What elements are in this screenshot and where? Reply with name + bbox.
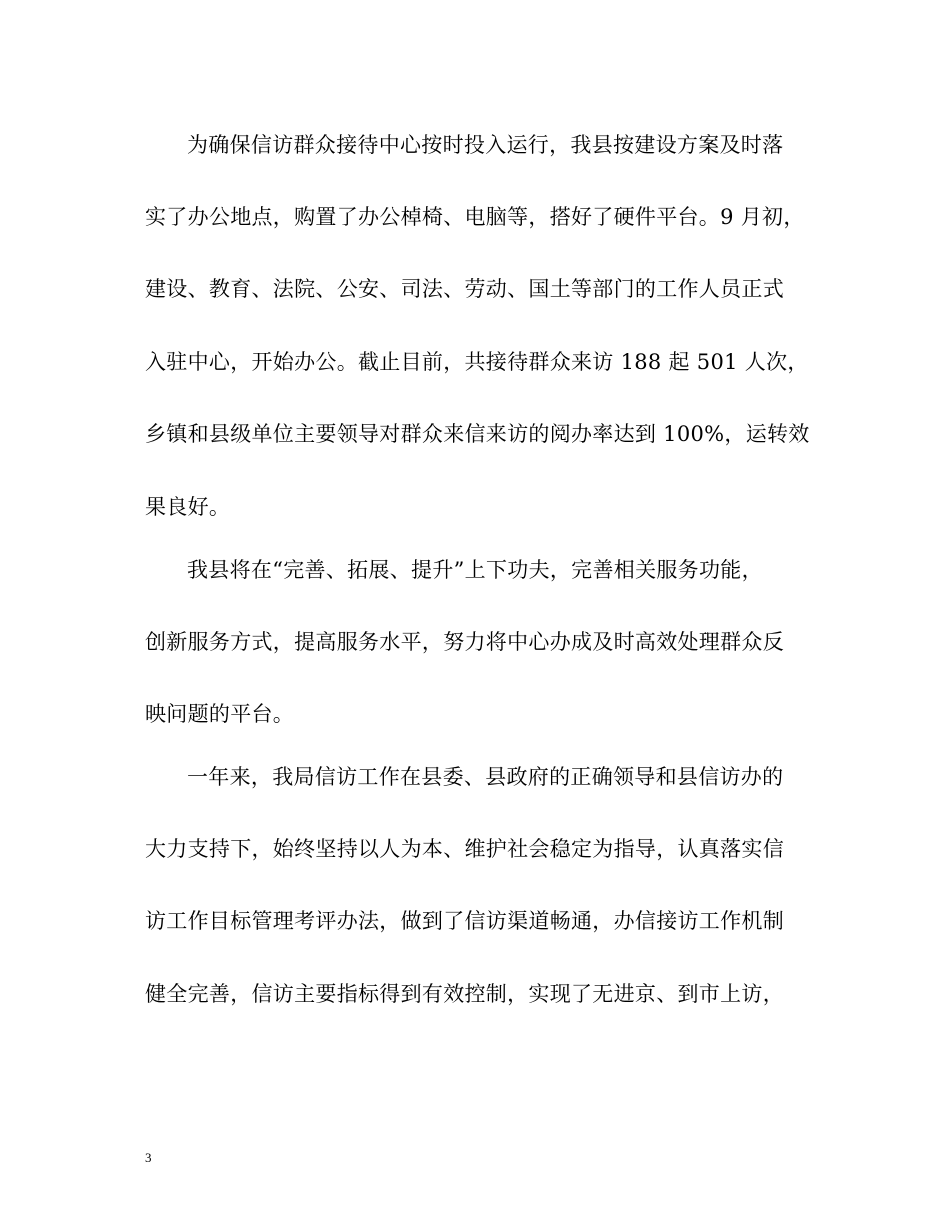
paragraph-1-line-6: 果良好。 — [145, 495, 231, 519]
paragraph-2-line-1: 我县将在“完善、拓展、提升”上下功夫，完善相关服务功能， — [187, 558, 763, 582]
paragraph-2-line-2: 创新服务方式，提高服务水平，努力将中心办成及时高效处理群众反 — [145, 630, 784, 654]
page-number: 3 — [145, 1150, 152, 1165]
paragraph-3-line-2: 大力支持下，始终坚持以人为本、维护社会稳定为指导，认真落实信 — [145, 837, 784, 861]
paragraph-1-line-3: 建设、教育、法院、公安、司法、劳动、国土等部门的工作人员正式 — [145, 277, 784, 301]
paragraph-1-line-4: 入驻中心，开始办公。截止目前，共接待群众来访 188 起 501 人次， — [145, 350, 809, 374]
paragraph-1-line-1: 为确保信访群众接待中心按时投入运行，我县按建设方案及时落 — [187, 133, 784, 157]
paragraph-1-line-2: 实了办公地点，购置了办公棹椅、电脑等，搭好了硬件平台。9 月初， — [145, 205, 805, 229]
paragraph-1-line-5: 乡镇和县级单位主要领导对群众来信来访的阅办率达到 100%，运转效 — [145, 422, 810, 446]
paragraph-2-line-3: 映问题的平台。 — [145, 702, 295, 726]
paragraph-3-line-4: 健全完善，信访主要指标得到有效控制，实现了无进京、到市上访， — [145, 982, 784, 1006]
paragraph-3-line-1: 一年来，我局信访工作在县委、县政府的正确领导和县信访办的 — [187, 765, 784, 789]
paragraph-3-line-3: 访工作目标管理考评办法，做到了信访渠道畅通，办信接访工作机制 — [145, 909, 784, 933]
